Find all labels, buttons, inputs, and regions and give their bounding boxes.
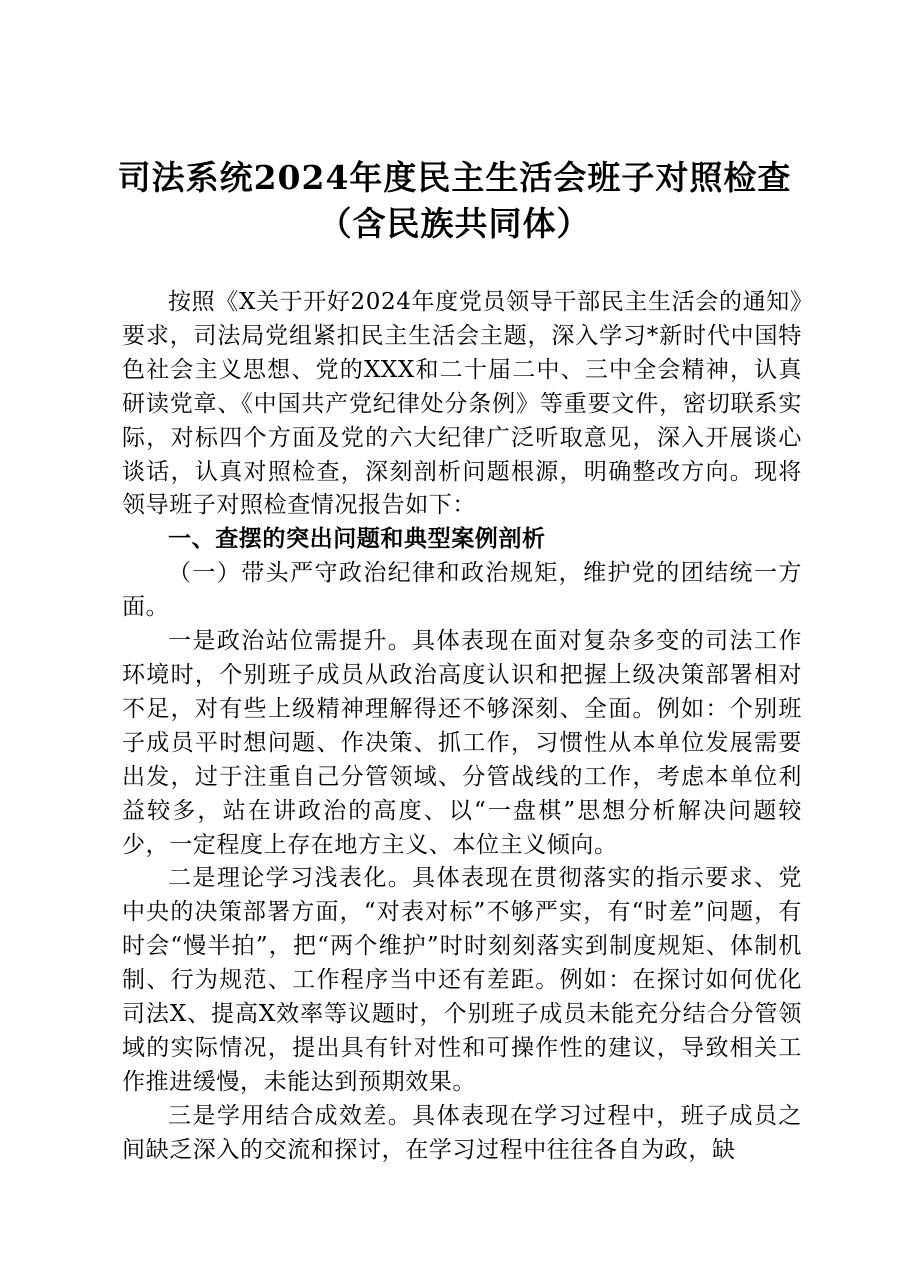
document-body (122, 286, 802, 1168)
intro-paragraph: 按照《X关于开好2024年度党员领导干部民主生活会的通知》要求，司法局党组紧扣民主生活会主题，深入学习*新时代中国特色社会主义思想、党的XXX和二十届二中、三中全会精神，认真研读党章、《中国共产党纪律处分条例》等重要文件，密切联系实际，对标四个方面及党的六大纪律广泛听取意见，深入开展谈心谈话，认真对照检查，深刻剖析问题根源，明确整改方向。现将领导班子对照检查情况报告如下： (122, 289, 802, 519)
document-subtitle: （含民族共同体） (318, 204, 591, 243)
point-paragraph: 二是理论学习浅表化。具体表现在贯彻落实的指示要求、党中央的决策部署方面，“对表对标”不够严实，有“时差”问题，有时会“慢半拍”，把“两个维护”时时刻刻落实到制度规矩、体制机制、行为规范、工作程序当中还有差距。例如：在探讨如何优化司法X、提高X效率等议题时，个别班子成员未能充分结合分管领域的实际情况，提出具有针对性和可操作性的建议，导致相关工作推进缓慢，未能达到预期效果。 (122, 865, 802, 1095)
document-title: 司法系统2024年度民主生活会班子对照检查 (117, 158, 792, 197)
subsection-heading: （一）带头严守政治纪律和政治规矩，维护党的团结统一方面。 (122, 560, 802, 621)
point-paragraph: 一是政治站位需提升。具体表现在面对复杂多变的司法工作环境时，个别班子成员从政治高度认识和把握上级决策部署相对不足，对有些上级精神理解得还不够深刻、全面。例如：个别班子成员平时想问题、作决策、抓工作，习惯性从本单位发展需要出发，过于注重自己分管领域、分管战线的工作，考虑本单位利益较多，站在讲政治的高度、以“一盘棋”思想分析解决问题较少，一定程度上存在地方主义、本位主义倾向。 (122, 628, 802, 858)
point-paragraph: 三是学用结合成效差。具体表现在学习过程中，班子成员之间缺乏深入的交流和探讨，在学习过程中往往各自为政，缺 (122, 1102, 802, 1163)
section-heading: 一、查摆的突出问题和典型案例剖析 (168, 526, 546, 553)
